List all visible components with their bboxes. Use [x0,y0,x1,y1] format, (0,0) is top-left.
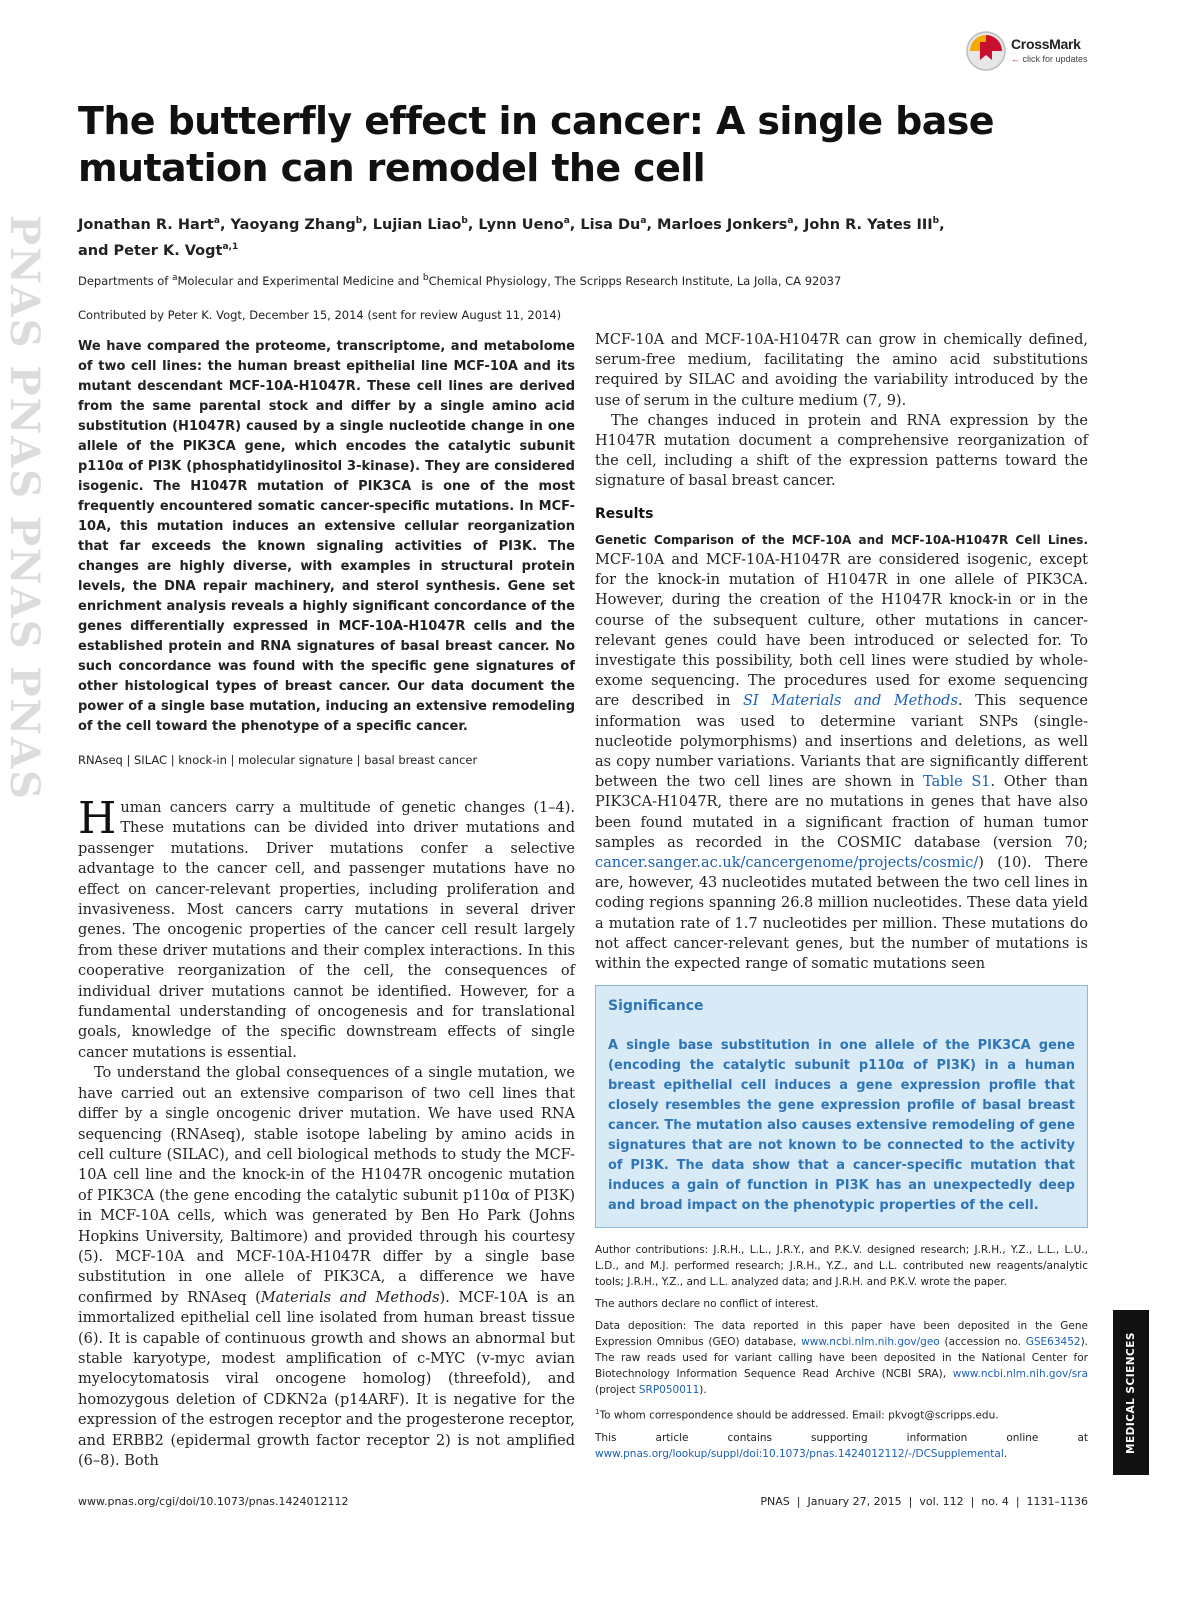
section-side-tab [1113,1310,1149,1475]
author: John R. Yates III$^b$, [804,216,945,233]
conflict-statement: The authors declare no conflict of interest. [595,1298,819,1310]
srp-project-link[interactable]: SRP050011 [638,1384,700,1396]
keywords: RNAseq | SILAC | knock-in | molecular signature | basal breast cancer [78,753,478,767]
body-paragraph: MCF-10A and MCF-10A-H1047R can grow in chemically defined, serum-free medium, facilitating the amino acid substitutions required by SILAC and avoiding the variability introduced by the use of serum in the culture medium (7, 9). [595,332,1088,409]
body-right-column [595,330,1088,972]
author: Marloes Jonkers$^a$, [657,216,805,233]
supporting-info-link[interactable]: www.pnas.org/lookup/suppl/doi:10.1073/pnas.1424012112/-/DCSupplemental [595,1447,1004,1460]
body-left-column [78,793,576,1480]
cosmic-link[interactable]: cancer.sanger.ac.uk/cancergenome/projects/cosmic/ [595,855,979,872]
author: Lynn Ueno$^a$, [478,216,581,233]
sra-link[interactable]: www.ncbi.nlm.nih.gov/sra [952,1368,1088,1380]
body-paragraph: The changes induced in protein and RNA expression by the H1047R mutation document a comprehensive reorganization of the cell, including a shift of the expression patterns toward the signature of basal breast cancer. [595,412,1088,490]
geo-link[interactable]: www.ncbi.nlm.nih.gov/geo [801,1336,940,1348]
intro-paragraph: Human cancers carry a multitude of genetic changes (1–4). These mutations can be divided into driver mutations and passenger mutations. Driver mutations confer a selective advantage to the cancer cell, and passenger mutations have no effect on cancer-relevant properties, including proliferation and invasiveness. Most cancers carry mutations in several driver genes. The oncogenic properties of the cancer cell result largely from these driver mutations and their complex interactions. In this cooperative reorganization of the cell, the consequences of individual driver mutations cannot be identified. However, for a fundamental understanding of oncogenesis and for translational goals, knowledge of the specific downstream effects of single cancer mutations is essential. [78,793,575,1061]
footnotes [595,1242,1088,1468]
significance-body: A single base substitution in one allele of the PIK3CA gene (encoding the catalytic subunit p110α of PI3K) in a human breast epithelial cell induces a gene expression profile that closely resembles the gene expression profile of basal breast cancer. The mutation also causes extensive remodeling of gene signatures that are not known to be connected to the activity of PI3K. The data show that a cancer-specific mutation that induces a gain of function in PI3K has an unexpectedly deep and broad impact on the phenotypic properties of the cell. [608,1038,1075,1213]
paper-title: The butterfly effect in cancer: A single base mutation can remodel the cell [78,99,994,190]
table-s1-link[interactable]: Table S1 [923,774,991,791]
author: Lisa Du$^a$, [580,216,658,233]
crossmark-title: CrossMark [1011,36,1081,52]
drop-cap: H [78,793,117,844]
section-side-tab-label: MEDICAL SCIENCES [1125,1331,1137,1454]
author: and Peter K. Vogt$^{a,1}$ [78,241,239,259]
supporting-info-note: This article contains supporting information online at www.pnas.org/lookup/suppl/doi:10.1073/pnas.1424012112/-/DCSupplemental. [595,1431,1088,1460]
abstract: We have compared the proteome, transcriptome, and metabolome of two cell lines: the human breast epithelial line MCF-10A and its mutant descendant MCF-10A-H1047R. These cell lines are derived from the same parental stock and differ by a single amino acid substitution (H1047R) caused by a single nucleotide change in one allele of the PIK3CA gene, which encodes the catalytic subunit p110α of PI3K (phosphatidylinositol 3-kinase). They are considered isogenic. The H1047R mutation of PIK3CA is one of the most frequently encountered somatic cancer-specific mutations. In MCF-10A, this mutation induces an extensive cellular reorganization that far exceeds the known signaling activities of PI3K. The changes are highly diverse, with examples in structural protein levels, the DNA repair machinery, and sterol synthesis. Gene set enrichment analysis reveals a highly significant concordance of the genes differentially expressed in MCF-10A-H1047R cells and the established protein and RNA signatures of basal breast cancer. No such concordance was found with the specific gene signatures of other histological types of breast cancer. Our data document the power of a single base mutation, inducing an extensive remodeling of the cell toward the phenotype of a specific cancer. [78,339,575,734]
footer-citation: PNAS | January 27, 2015 | vol. 112 | no. 4 | 1131–1136 [760,1495,1088,1508]
gse-accession-link[interactable]: GSE63452 [1025,1336,1081,1348]
pnas-watermark [1,215,48,975]
crossmark-icon [965,30,1007,72]
crossmark-arrow-icon: ← [1011,54,1020,64]
body-paragraph: To understand the global consequences of a single mutation, we have carried out an extensive comparison of two cell lines that differ by a single oncogenic driver mutation. We have used RNA sequencing (RNAseq), stable isotope labeling by amino acids in cell culture (SILAC), and cell biological methods to study the MCF-10A cell line and the knock-in of the H1047R oncogenic mutation of PIK3CA (the gene encoding the catalytic subunit p110α of PI3K) in MCF-10A cells, which was generated by Ben Ho Park (Johns Hopkins University, Baltimore) and provided through his courtesy (5). MCF-10A and MCF-10A-H1047R differ by a single base substitution in one allele of PIK3CA, a difference we have confirmed by RNAseq (Materials and Methods). MCF-10A is an immortalized epithelial cell line isolated from human breast tissue (6). It is capable of continuous growth and shows an abnormal but stable karyotype, modest amplification of c-MYC (v-myc avian myelocytomatosis viral oncogene homolog) (threefold), and homozygous deletion of CDKN2a (p14ARF). It is negative for the expression of the estrogen receptor and the progesterone receptor, and ERBB2 (epidermal growth factor receptor 2) is not amplified (6–8). Both [78,1065,576,1469]
author-contributions: Author contributions: J.R.H., L.L., J.R.Y., and P.K.V. designed research; J.R.H., Y.Z., L.L., L.U., L.D., and M.J. performed research; J.R.H., Y.Z., and L.L. contributed new reagents/analytic tools; J.R.H., Y.Z., and L.L. analyzed data; and J.R.H. and P.K.V. wrote the paper. [595,1244,1088,1288]
author-list [78,210,1038,262]
author: Yaoyang Zhang$^b$, [230,216,373,233]
pnas-watermark-text: PNAS PNAS PNAS PNAS [1,215,48,802]
crossmark-subtitle-text: click for updates [1022,54,1088,64]
si-materials-link[interactable]: SI Materials and Methods [743,693,958,710]
results-subheading: Genetic Comparison of the MCF-10A and MCF-10A-H1047R Cell Lines. [595,532,1088,547]
crossmark-badge[interactable] [965,30,1115,74]
significance-box [595,985,1088,1228]
author: Jonathan R. Hart$^a$, [78,216,231,233]
crossmark-subtitle [1011,54,1088,64]
data-deposition: Data deposition: The data reported in this paper have been deposited in the Gene Expression Omnibus (GEO) database, www.ncbi.nlm.nih.gov/geo (accession no. GSE63452). The raw reads used for variant calling have been deposited in the National Center for Biotechnology Information Sequence Read Archive (NCBI SRA), www.ncbi.nlm.nih.gov/sra (project SRP050011). [595,1320,1089,1396]
results-paragraph: Genetic Comparison of the MCF-10A and MCF-10A-H1047R Cell Lines. MCF-10A and MCF-10A-H1047R are considered isogenic, except for the knock-in mutation of H1047R in one allele of PIK3CA. However, during the creation of the H1047R knock-in or in the course of the subsequent culture, other mutations in cancer-relevant genes could have been introduced or selected for. To investigate this possibility, both cell lines were studied by whole-exome sequencing. The procedures used for exome sequencing are described in SI Materials and Methods. This sequence information was used to determine variant SNPs (single-nucleotide polymorphisms) and insertions and deletions, as well as copy number variations. Variants that are significantly different between the two cell lines are shown in Table S1. Other than PIK3CA-H1047R, there are no mutations in genes that have also been found mutated in a significant fraction of human tumor samples as recorded in the COSMIC database (version 70; cancer.sanger.ac.uk/cancergenome/projects/cosmic/) (10). There are, however, 43 nucleotides mutated between the two cell lines in coding regions spanning 26.8 million nucleotides. These data yield a mutation rate of 1.7 nucleotides per million. These mutations do not affect cancer-relevant genes, but the number of mutations is within the expected range of somatic mutations seen [595,532,1089,973]
footer-doi[interactable]: www.pnas.org/cgi/doi/10.1073/pnas.1424012112 [78,1495,349,1508]
author: Lujian Liao$^b$, [372,216,479,233]
significance-title: Significance [608,998,704,1014]
correspondence-note: $^1$To whom correspondence should be addressed. Email: pkvogt@scripps.edu. [595,1408,999,1422]
affiliations: Departments of $^a$Molecular and Experimental Medicine and $^b$Chemical Physiology, The Scripps Research Institute, La Jolla, CA 92037 [78,273,842,288]
contributed-line: Contributed by Peter K. Vogt, December 15, 2014 (sent for review August 11, 2014) [78,308,562,322]
results-heading: Results [595,505,654,522]
